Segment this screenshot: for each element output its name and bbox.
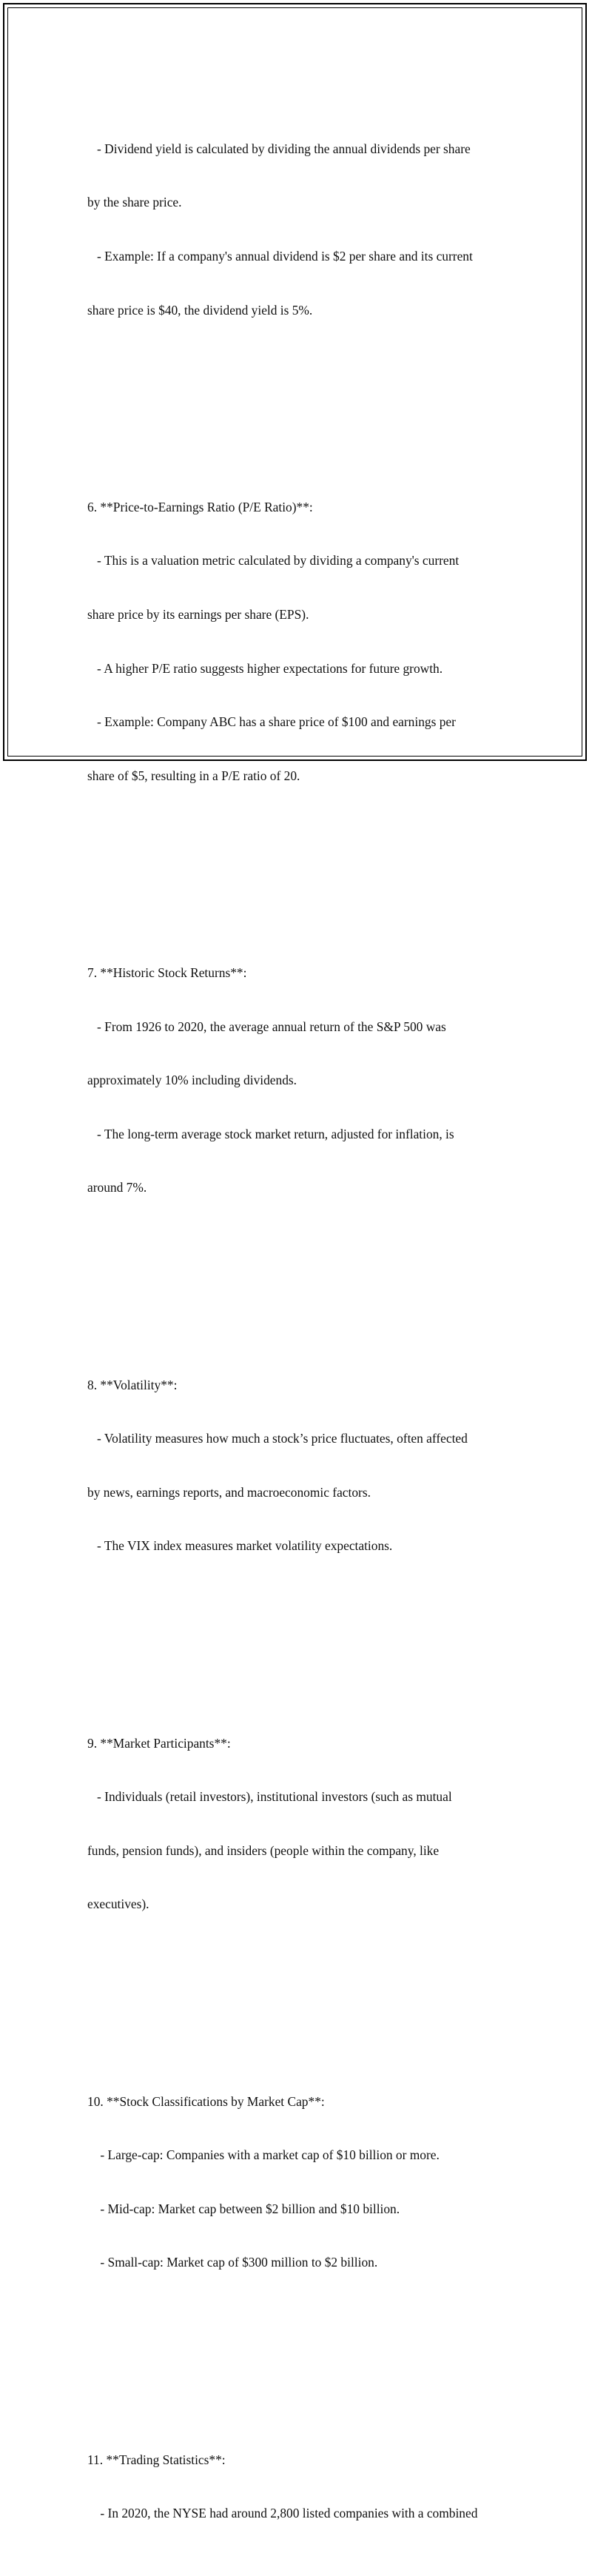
text-line: - Large-cap: Companies with a market cap of $10 billion or more. [87, 2147, 440, 2163]
paragraph-historic-returns [87, 928, 517, 1232]
text-line: - Dividend yield is calculated by dividing the annual dividends per share [87, 141, 471, 156]
section-heading: 7. **Historic Stock Returns**: [87, 965, 247, 980]
text-line: - In 2020, the NYSE had around 2,800 listed companies with a combined [87, 2506, 478, 2521]
text-line: - Example: If a company's annual dividend is $2 per share and its current [87, 249, 473, 264]
paragraph-market-cap [87, 2056, 517, 2307]
text-line: - Volatility measures how much a stock’s price fluctuates, often affected [87, 1431, 468, 1446]
text-line: by news, earnings reports, and macroeconomic factors. [87, 1484, 371, 1500]
text-line: - Mid-cap: Market cap between $2 billion and $10 billion. [87, 2201, 400, 2216]
text-line: approximately 10% including dividends. [87, 1073, 297, 1088]
paragraph-spacer [87, 856, 517, 874]
text-line: - The long-term average stock market return, adjusted for inflation, is [87, 1126, 454, 1141]
text-line: - A higher P/E ratio suggests higher expectations for future growth. [87, 660, 443, 676]
paragraph-spacer [87, 1985, 517, 2002]
section-heading: 10. **Stock Classifications by Market Cap**: [87, 2093, 325, 2109]
text-line: - Small-cap: Market cap of $300 million to $2 billion. [87, 2255, 378, 2270]
document-body [87, 68, 517, 2576]
paragraph-market-participants [87, 1698, 517, 1949]
text-line: funds, pension funds), and insiders (people within the company, like [87, 1842, 440, 1858]
text-line: share price by its earnings per share (EPS). [87, 606, 309, 622]
paragraph-dividend-yield [87, 104, 517, 355]
paragraph-volatility [87, 1340, 517, 1591]
section-heading: 8. **Volatility**: [87, 1377, 178, 1392]
section-heading: 9. **Market Participants**: [87, 1735, 231, 1751]
paragraph-spacer [87, 1268, 517, 1286]
paragraph-trading-statistics [87, 2415, 517, 2558]
text-line: - Individuals (retail investors), institutional investors (such as mutual [87, 1789, 452, 1805]
paragraph-spacer [87, 391, 517, 409]
paragraph-spacer [87, 1626, 517, 1644]
text-line: - The VIX index measures market volatility expectations. [87, 1538, 393, 1554]
text-line: - Example: Company ABC has a share price of $100 and earnings per [87, 714, 456, 730]
text-line: - This is a valuation metric calculated by dividing a company's current [87, 553, 460, 568]
text-line: share price is $40, the dividend yield is 5%. [87, 302, 313, 318]
paragraph-spacer [87, 2343, 517, 2361]
paragraph-pe-ratio [87, 462, 517, 820]
text-line: - From 1926 to 2020, the average annual return of the S&P 500 was [87, 1019, 446, 1034]
text-line: executives). [87, 1896, 149, 1912]
text-line: by the share price. [87, 195, 182, 210]
section-heading: 11. **Trading Statistics**: [87, 2452, 226, 2467]
section-heading: 6. **Price-to-Earnings Ratio (P/E Ratio)**: [87, 499, 313, 514]
text-line: share of $5, resulting in a P/E ratio of 20. [87, 768, 300, 783]
text-line: around 7%. [87, 1180, 147, 1195]
